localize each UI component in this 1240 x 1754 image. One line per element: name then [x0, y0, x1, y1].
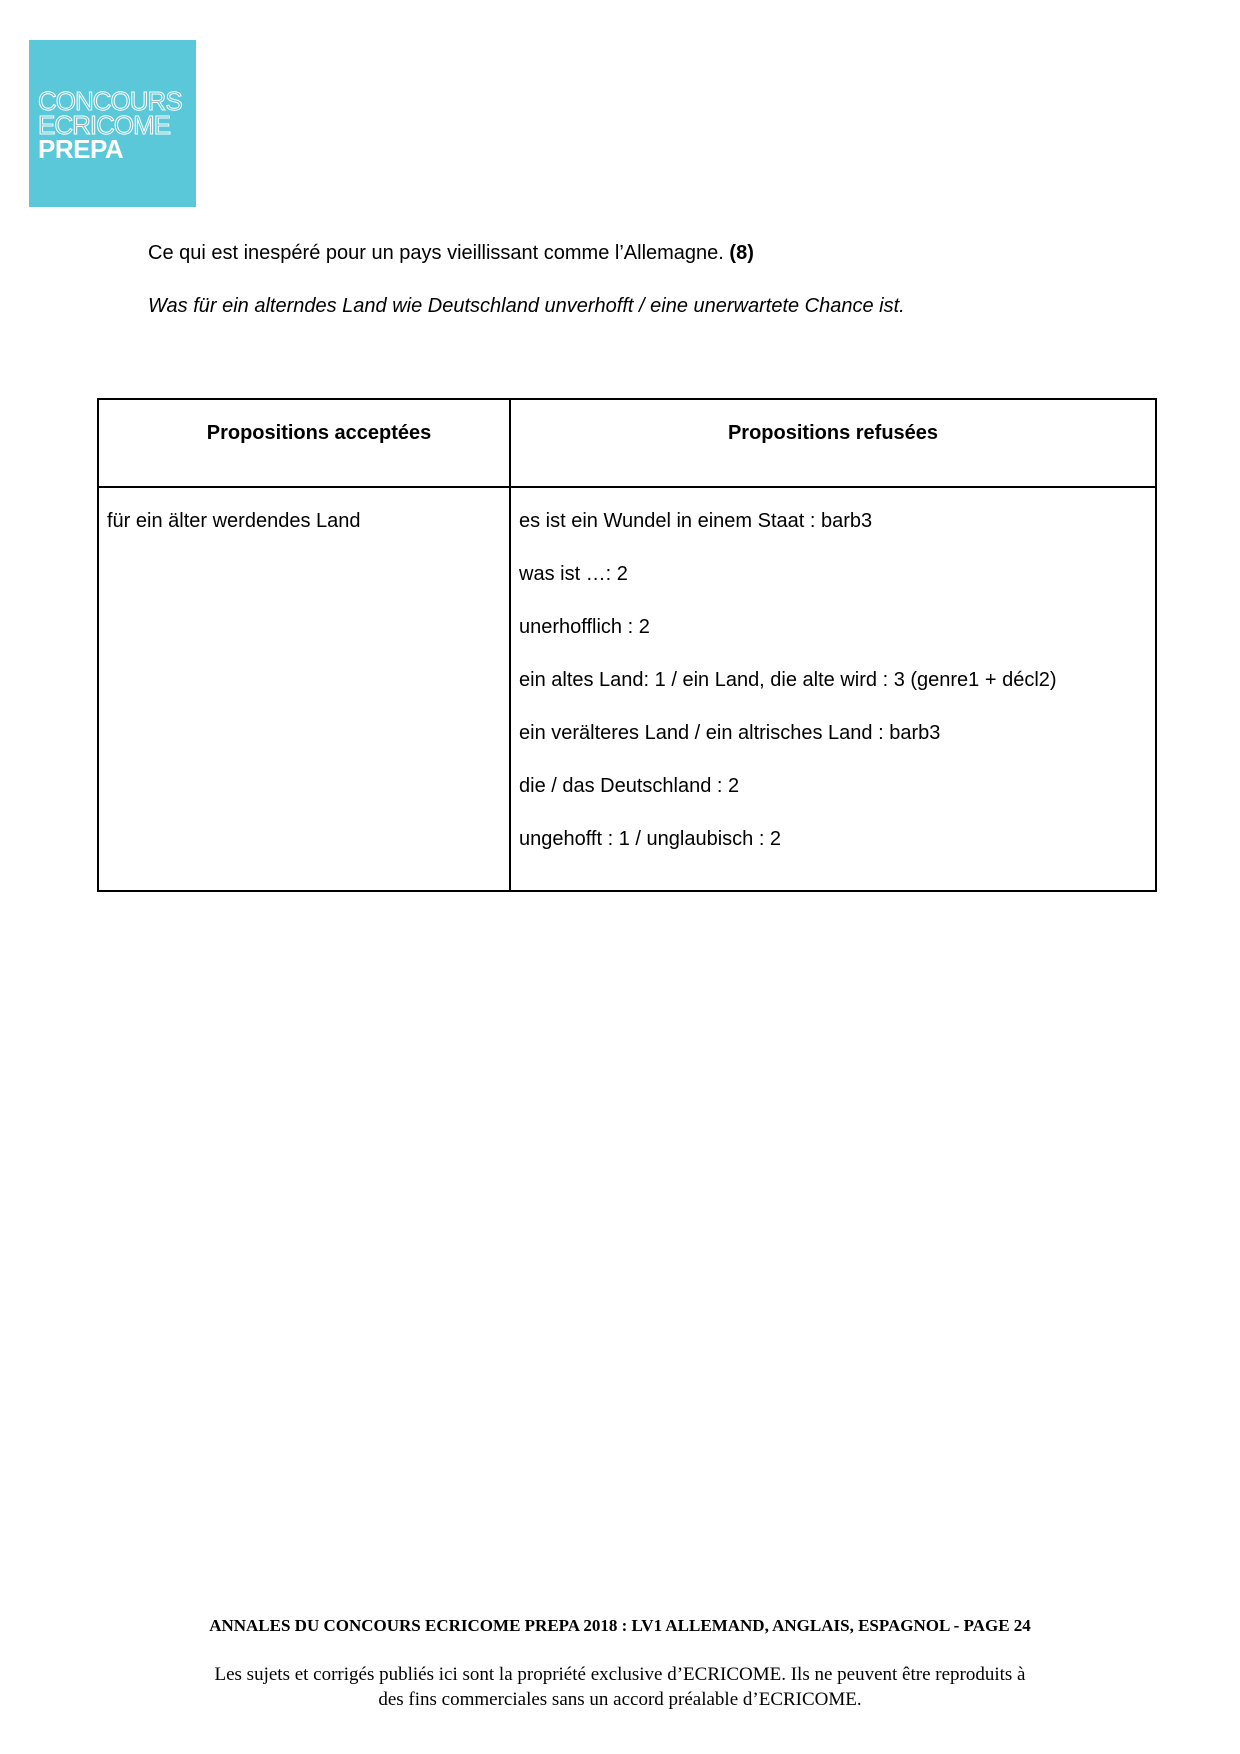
- footer-notice-line-2: des fins commerciales sans un accord préalable d’ECRICOME.: [378, 1689, 862, 1710]
- table-row: [98, 487, 1156, 891]
- propositions-table: [97, 398, 1157, 892]
- question-german-translation: Was für ein alterndes Land wie Deutschland unverhofft / eine unerwartete Chance ist.: [148, 295, 905, 317]
- refused-item: unerhofflich : 2: [519, 616, 650, 638]
- refused-item: ungehofft : 1 / unglaubisch : 2: [519, 828, 782, 850]
- logo-line-prepa: PREPA: [38, 134, 124, 164]
- concours-ecricome-prepa-logo: [29, 40, 196, 207]
- accepted-cell: für ein älter werdendes Land: [98, 487, 510, 891]
- question-french: [148, 242, 754, 265]
- table-header-row: [98, 399, 1156, 487]
- logo-line-ecricome: ECRICOME: [38, 110, 171, 140]
- footer-notice-line-1: Les sujets et corrigés publiés ici sont la propriété exclusive d’ECRICOME. Ils ne peuvent être reproduits à: [214, 1664, 1026, 1685]
- refused-cell: [510, 487, 1156, 891]
- refused-item: was ist …: 2: [519, 563, 628, 585]
- logo-line-concours: CONCOURS: [38, 86, 182, 116]
- header-accepted: Propositions acceptées: [98, 399, 510, 487]
- footer-copyright-notice: [0, 1662, 1240, 1712]
- refused-item: die / das Deutschland : 2: [519, 775, 740, 797]
- header-refused: Propositions refusées: [510, 399, 1156, 487]
- refused-item: es ist ein Wundel in einem Staat : barb3: [519, 510, 873, 532]
- question-french-text: Ce qui est inespéré pour un pays vieillissant comme l’Allemagne.: [148, 242, 724, 264]
- refused-item: ein verälteres Land / ein altrisches Land : barb3: [519, 722, 941, 744]
- refused-item: ein altes Land: 1 / ein Land, die alte wird : 3 (genre1 + décl2): [519, 669, 1057, 691]
- question-points: (8): [729, 242, 754, 264]
- footer-title: ANNALES DU CONCOURS ECRICOME PREPA 2018 : LV1 ALLEMAND, ANGLAIS, ESPAGNOL - PAGE 24: [209, 1616, 1031, 1635]
